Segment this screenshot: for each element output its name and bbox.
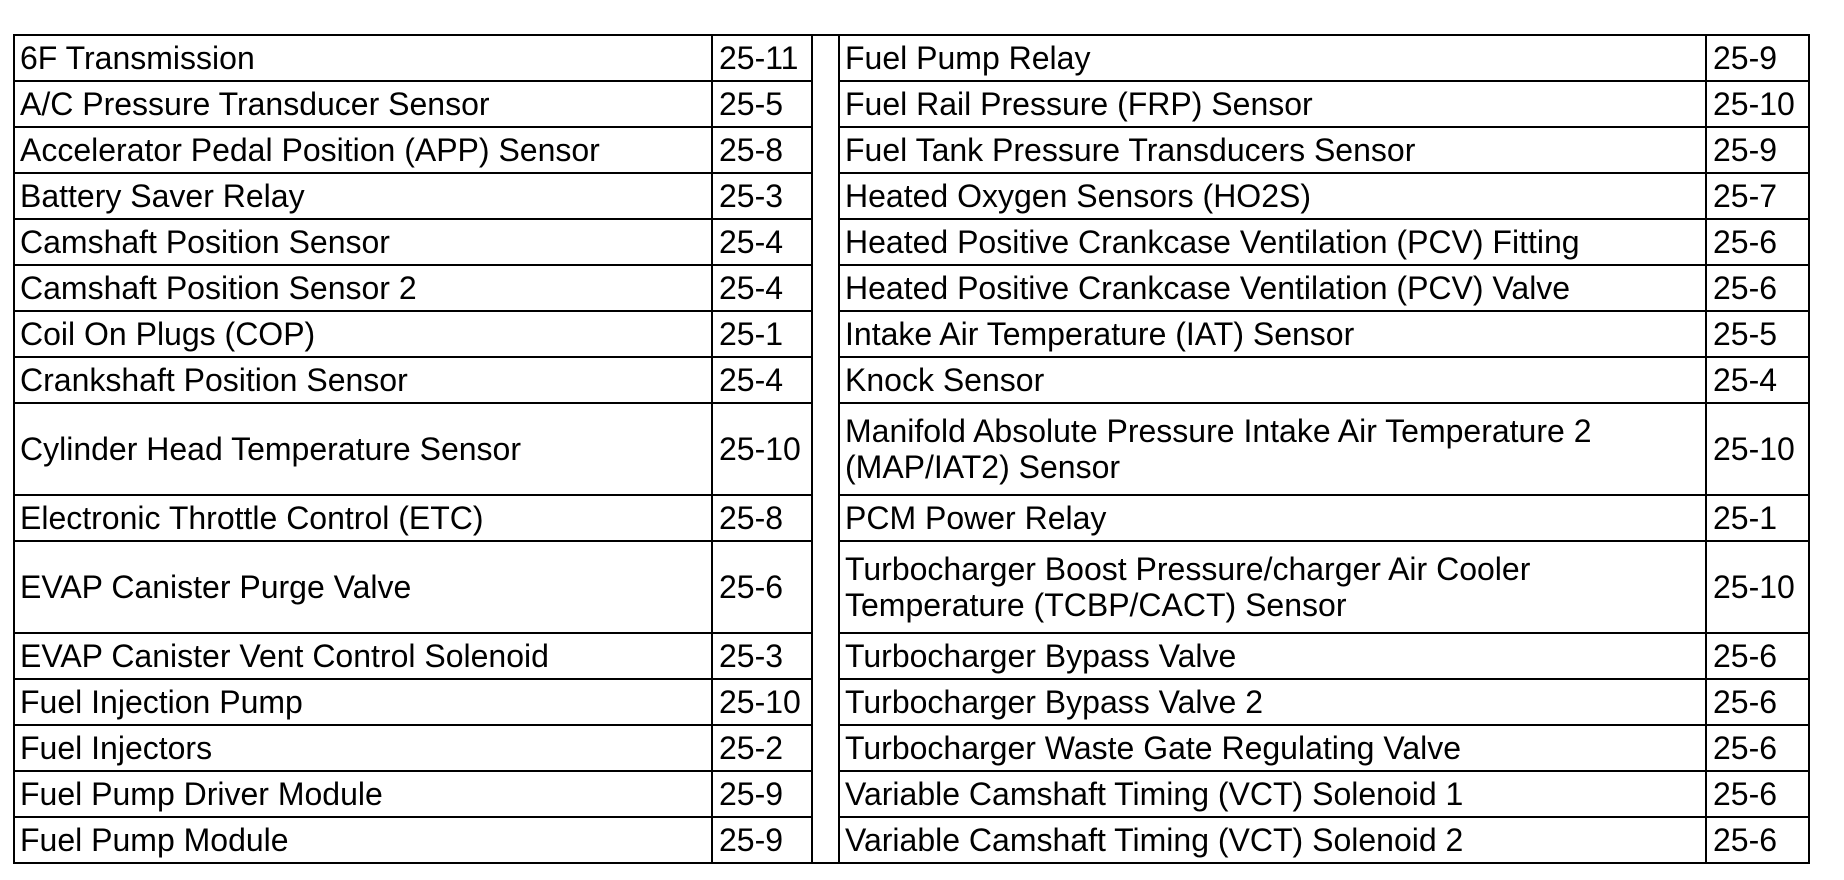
right-component-name: Heated Oxygen Sensors (HO2S) <box>839 173 1706 219</box>
left-page-ref: 25-9 <box>712 817 812 863</box>
column-gap <box>812 81 839 127</box>
left-page-ref: 25-6 <box>712 541 812 633</box>
column-gap <box>812 357 839 403</box>
left-component-name: Fuel Injection Pump <box>14 679 712 725</box>
right-page-ref: 25-4 <box>1706 357 1809 403</box>
right-page-ref: 25-10 <box>1706 81 1809 127</box>
table-row <box>14 495 1809 541</box>
right-component-name: Knock Sensor <box>839 357 1706 403</box>
left-page-ref: 25-8 <box>712 127 812 173</box>
right-component-name: Heated Positive Crankcase Ventilation (PCV) Valve <box>839 265 1706 311</box>
column-gap <box>812 173 839 219</box>
right-page-ref: 25-6 <box>1706 219 1809 265</box>
left-page-ref: 25-9 <box>712 771 812 817</box>
column-gap <box>812 127 839 173</box>
left-component-name: Cylinder Head Temperature Sensor <box>14 403 712 495</box>
right-component-name: Turbocharger Bypass Valve 2 <box>839 679 1706 725</box>
right-component-name: Fuel Tank Pressure Transducers Sensor <box>839 127 1706 173</box>
left-page-ref: 25-2 <box>712 725 812 771</box>
column-gap <box>812 311 839 357</box>
left-page-ref: 25-4 <box>712 219 812 265</box>
right-page-ref: 25-6 <box>1706 817 1809 863</box>
right-component-name: Variable Camshaft Timing (VCT) Solenoid 1 <box>839 771 1706 817</box>
table-row <box>14 541 1809 633</box>
left-component-name: Battery Saver Relay <box>14 173 712 219</box>
right-page-ref: 25-6 <box>1706 725 1809 771</box>
table-row <box>14 771 1809 817</box>
table-row <box>14 725 1809 771</box>
left-page-ref: 25-1 <box>712 311 812 357</box>
left-page-ref: 25-4 <box>712 357 812 403</box>
table-row <box>14 817 1809 863</box>
right-page-ref: 25-6 <box>1706 633 1809 679</box>
component-index-table <box>13 34 1810 864</box>
left-component-name: Crankshaft Position Sensor <box>14 357 712 403</box>
column-gap <box>812 633 839 679</box>
table-row <box>14 679 1809 725</box>
column-gap <box>812 403 839 495</box>
right-page-ref: 25-6 <box>1706 679 1809 725</box>
table-row <box>14 219 1809 265</box>
right-page-ref: 25-1 <box>1706 495 1809 541</box>
table-row <box>14 357 1809 403</box>
left-page-ref: 25-11 <box>712 35 812 81</box>
right-page-ref: 25-5 <box>1706 311 1809 357</box>
right-component-name: Heated Positive Crankcase Ventilation (PCV) Fitting <box>839 219 1706 265</box>
left-component-name: Fuel Injectors <box>14 725 712 771</box>
left-page-ref: 25-3 <box>712 633 812 679</box>
left-page-ref: 25-5 <box>712 81 812 127</box>
table-row <box>14 127 1809 173</box>
column-gap <box>812 541 839 633</box>
right-page-ref: 25-6 <box>1706 265 1809 311</box>
column-gap <box>812 725 839 771</box>
right-component-name: Intake Air Temperature (IAT) Sensor <box>839 311 1706 357</box>
table-row <box>14 311 1809 357</box>
left-component-name: 6F Transmission <box>14 35 712 81</box>
table-row <box>14 265 1809 311</box>
right-page-ref: 25-9 <box>1706 35 1809 81</box>
left-component-name: EVAP Canister Purge Valve <box>14 541 712 633</box>
right-component-name: Turbocharger Bypass Valve <box>839 633 1706 679</box>
left-page-ref: 25-10 <box>712 679 812 725</box>
table-row <box>14 173 1809 219</box>
right-page-ref: 25-10 <box>1706 403 1809 495</box>
column-gap <box>812 679 839 725</box>
column-gap <box>812 265 839 311</box>
column-gap <box>812 495 839 541</box>
column-gap <box>812 771 839 817</box>
left-page-ref: 25-8 <box>712 495 812 541</box>
right-component-name: Fuel Pump Relay <box>839 35 1706 81</box>
right-component-name: Turbocharger Waste Gate Regulating Valve <box>839 725 1706 771</box>
right-component-name: Manifold Absolute Pressure Intake Air Temperature 2 (MAP/IAT2) Sensor <box>839 403 1706 495</box>
right-component-name: Variable Camshaft Timing (VCT) Solenoid 2 <box>839 817 1706 863</box>
column-gap <box>812 35 839 81</box>
right-page-ref: 25-7 <box>1706 173 1809 219</box>
column-gap <box>812 817 839 863</box>
left-component-name: Electronic Throttle Control (ETC) <box>14 495 712 541</box>
column-gap <box>812 219 839 265</box>
table-row <box>14 81 1809 127</box>
right-page-ref: 25-6 <box>1706 771 1809 817</box>
left-component-name: Fuel Pump Driver Module <box>14 771 712 817</box>
left-page-ref: 25-10 <box>712 403 812 495</box>
left-component-name: Fuel Pump Module <box>14 817 712 863</box>
left-component-name: Camshaft Position Sensor <box>14 219 712 265</box>
table-row <box>14 633 1809 679</box>
left-component-name: Camshaft Position Sensor 2 <box>14 265 712 311</box>
right-page-ref: 25-10 <box>1706 541 1809 633</box>
left-page-ref: 25-3 <box>712 173 812 219</box>
right-component-name: Fuel Rail Pressure (FRP) Sensor <box>839 81 1706 127</box>
left-component-name: Accelerator Pedal Position (APP) Sensor <box>14 127 712 173</box>
left-component-name: Coil On Plugs (COP) <box>14 311 712 357</box>
left-component-name: A/C Pressure Transducer Sensor <box>14 81 712 127</box>
left-component-name: EVAP Canister Vent Control Solenoid <box>14 633 712 679</box>
right-component-name: Turbocharger Boost Pressure/charger Air Cooler Temperature (TCBP/CACT) Sensor <box>839 541 1706 633</box>
left-page-ref: 25-4 <box>712 265 812 311</box>
right-page-ref: 25-9 <box>1706 127 1809 173</box>
right-component-name: PCM Power Relay <box>839 495 1706 541</box>
table-row <box>14 35 1809 81</box>
table-row <box>14 403 1809 495</box>
